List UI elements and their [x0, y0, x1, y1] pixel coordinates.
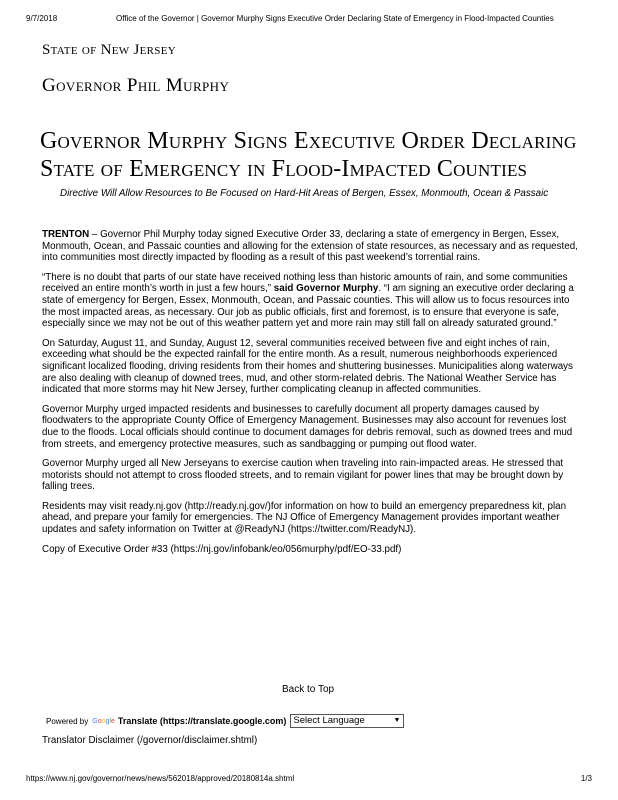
- paragraph-6[interactable]: Residents may visit ready.nj.gov (http://ready.nj.gov/)for information on how to build an emergency preparedness kit, plan ahead, and prepare your family for emergencies. The NJ Office of Emergency Management provides important weather updates and safety information on Twitter at @ReadyNJ (https://twitter.com/ReadyNJ).: [42, 500, 567, 536]
- language-select-value: Select Language: [293, 715, 365, 726]
- language-select[interactable]: [290, 714, 404, 728]
- governor-phil-murphy-link[interactable]: Governor Phil Murphy: [42, 75, 230, 96]
- article-headline: Governor Murphy Signs Executive Order Declaring State of Emergency in Flood-Impacted Counties: [40, 128, 577, 182]
- speaker-attribution: said Governor Murphy: [273, 283, 379, 295]
- powered-by-label: Powered by: [46, 716, 89, 726]
- print-date: 9/7/2018: [26, 14, 58, 23]
- print-url: https://www.nj.gov/governor/news/news/562018/approved/20180814a.shtml: [26, 774, 295, 783]
- translate-widget: [46, 714, 404, 728]
- article-subhead: Directive Will Allow Resources to Be Focused on Hard-Hit Areas of Bergen, Essex, Monmouth, Ocean & Passaic: [60, 188, 549, 199]
- dateline: TRENTON: [42, 229, 90, 240]
- translator-disclaimer-link[interactable]: Translator Disclaimer (/governor/disclaimer.shtml): [42, 735, 258, 746]
- page-number: 1/3: [580, 774, 592, 783]
- back-to-top-link[interactable]: Back to Top: [282, 684, 335, 695]
- paragraph-2-text-a: “There is no doubt that parts of our state have received nothing less than historic amounts of rain, and some communities received an entire month’s worth in just a few hours,”: [42, 271, 568, 295]
- google-logo: Google: [92, 717, 115, 725]
- paragraph-1: [42, 229, 582, 264]
- paragraph-4: Governor Murphy urged impacted residents and businesses to carefully document all property damages caused by floodwaters to the appropriate County Office of Emergency Management. Businesses may also account for revenues lost due to the floods. Local officials should continue to document damages for debris removal, such as downed trees and mud from streets, and emergency protective measures, such as sandbagging or pumping out flood water.: [42, 403, 573, 450]
- translate-link[interactable]: Translate (https://translate.google.com): [117, 716, 287, 726]
- article-body: [42, 229, 582, 563]
- paragraph-2-text-b: . “I am signing an executive order declaring a state of emergency for Bergen, Essex, Monmouth, Ocean, and Passaic counties. This will allow us to focus resources into the most impacted areas, as necessary. Our job as public officials, first and foremost, is to ensure that everyone is safe, especially since we may not be out of this weather pattern yet and more rain may still fall on already saturated ground.”: [42, 283, 574, 330]
- print-page-title: Office of the Governor | Governor Murphy Signs Executive Order Declaring State of Emergency in Flood-Impacted Counties: [116, 14, 554, 23]
- paragraph-1-text: – Governor Phil Murphy today signed Executive Order 33, declaring a state of emergency in Bergen, Essex, Monmouth, Ocean, and Passaic counties and allowing for the extension of state resources, as necessary and as requested, into communities most directly impacted by flooding as a result of this past weekend’s torrential rains.: [42, 229, 578, 264]
- paragraph-3: On Saturday, August 11, and Sunday, August 12, several communities received between five and eight inches of rain, exceeding what should be the expected rainfall for the entire month. As a result, numerous neighborhoods experienced significant localized flooding, driving residents from their homes and shuttering businesses. Municipalities along waterways are also dealing with cleanup of downed trees, mud, and other storm-related debris. The National Weather Service has indicated that more storms may hit New Jersey, further complicating cleanup in affected communities.: [42, 337, 573, 396]
- state-of-new-jersey-link[interactable]: State of New Jersey: [42, 42, 176, 58]
- paragraph-5: Governor Murphy urged all New Jerseyans to exercise caution when traveling into rain-impacted areas. He stressed that motorists should not attempt to cross flooded streets, and to remain vigilant for power lines that may be brought down by falling trees.: [42, 458, 564, 493]
- dropdown-arrow-icon: ▼: [393, 717, 401, 724]
- paragraph-2: [42, 272, 582, 330]
- executive-order-link[interactable]: Copy of Executive Order #33 (https://nj.gov/infobank/eo/056murphy/pdf/EO-33.pdf): [42, 543, 402, 555]
